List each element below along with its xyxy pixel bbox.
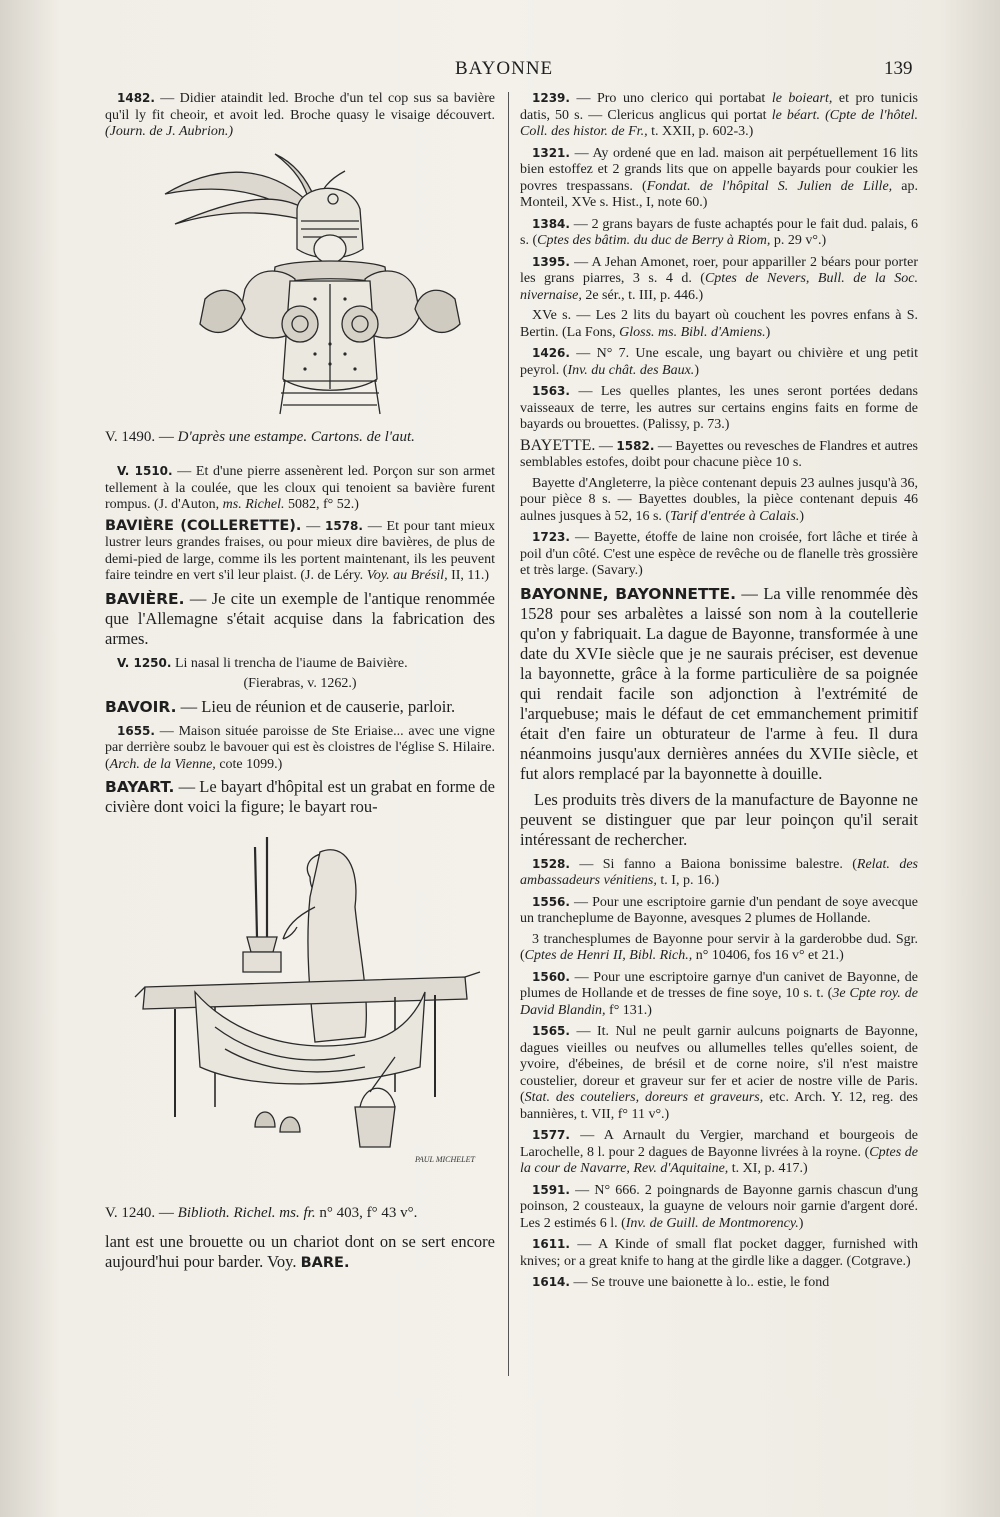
entry-date: 1578. xyxy=(325,518,363,533)
figure-caption-bayart xyxy=(105,1205,495,1222)
entry-text: — Les quelles plantes, les unes seront portées dedans vaisseaux de terre, les autres sur certains engins faits en forme de bayards ou brouettes. (Palissy, p. 73.) xyxy=(520,384,918,432)
entry-xv-siecle xyxy=(520,308,918,341)
entry-text-tail: ) xyxy=(799,508,805,524)
entry-date: 1482. xyxy=(117,91,155,105)
entry-date: 1556. xyxy=(532,894,570,909)
entry-date: 1611. xyxy=(532,1237,570,1251)
entry-1528 xyxy=(520,856,918,890)
entry-text: Bayette d'Angleterre, la pièce contenant depuis 23 aulnes jusqu'à 36, pour pièce 8 s. — Bayettes doubles, la pièce contenant depuis 46 aulnes jusques à 52, 16 s. ( xyxy=(520,475,918,524)
entry-bayonne-continued xyxy=(520,790,918,850)
entry-text: — A Jehan Amonet, roer, pour appariller 2 béars pour porter les grans piarres, 3 s. 4 d. ( xyxy=(520,254,918,286)
entry-date: 1426. xyxy=(532,346,570,360)
entry-text-tail: ap. Monteil, XVe s. Hist., I, note 60.) xyxy=(520,178,918,210)
entry-1723 xyxy=(520,529,918,580)
entry-baviere-collerette xyxy=(105,518,495,585)
headword: BAVOIR. xyxy=(105,697,177,716)
entry-date: V. 1250. xyxy=(117,655,172,670)
entry-text-tail: t. XXII, p. 602-3.) xyxy=(647,124,754,139)
entry-date: 1321. xyxy=(532,145,570,160)
entry-bayart xyxy=(105,777,495,817)
entry-text: — Et pour tant mieux lustrer leurs grandes fraises, ou pour mieux dire bavières, de plus de demi-pied de large, comme ils les portent maintenant, ils les peuvent faire teindre en vert s'il leur plaist. (J. de Léry. xyxy=(105,518,495,583)
entry-text: — Pro uno clerico qui portabat xyxy=(569,91,772,106)
entry-text: — Lieu de réunion et de causerie, parloir. xyxy=(176,696,456,716)
entry-source: Cptes de Nevers, Bull. de la Soc. nivernaise, xyxy=(520,271,918,303)
entry-1577 xyxy=(520,1127,918,1178)
entry-text: Li nasal li trencha de l'iaume de Baivière. xyxy=(171,655,408,671)
entry-bayette xyxy=(520,438,918,472)
entry-1560 xyxy=(520,969,918,1020)
entry-date: 1528. xyxy=(532,856,570,871)
entry-source: Voy. au Brésil, xyxy=(366,568,448,583)
entry-date: 1577. xyxy=(532,1128,570,1142)
running-title: BAYONNE xyxy=(455,58,554,79)
entry-source: Cptes de Henri II, Bibl. Rich., xyxy=(524,948,693,963)
entry-bavoir xyxy=(105,697,495,717)
entry-text: — Pour une escriptoire garnye d'un canivet de Bayonne, de plumes de Hollande et de tresses de fine soye, 10 s. t. ( xyxy=(520,969,918,1001)
entry-text: — 2 grans bayars de fuste achaptés pour le fait dud. palais, 6 s. ( xyxy=(520,216,918,248)
entry-date: XVe s. xyxy=(532,308,572,323)
entry-text-tail: p. 29 v°.) xyxy=(770,233,827,248)
entry-date: 1560. xyxy=(532,969,570,984)
caption-source: Biblioth. Richel. ms. fr. xyxy=(177,1205,316,1221)
caption-source: D'après une estampe. Cartons. de l'aut. xyxy=(177,428,415,445)
entry-1395 xyxy=(520,254,918,305)
entry-source: Stat. des couteliers, doreurs et graveurs, xyxy=(524,1090,764,1105)
entry-1510 xyxy=(105,463,495,514)
entry-bayette-continued xyxy=(520,476,918,526)
entry-1384 xyxy=(520,216,918,250)
entry-text: — Je cite un exemple de l'antique renommée que l'Allemagne s'était acquise dans la fabrication des armes. xyxy=(105,588,495,648)
entry-source: Arch. de la Vienne, xyxy=(109,756,216,772)
entry-source: Relat. des ambassadeurs vénitiens, xyxy=(520,856,918,888)
entry-text: Les produits très divers de la manufacture de Bayonne ne peuvent se distinguer que par leur poinçon qu'il serait intéressant de rechercher. xyxy=(520,789,918,849)
caption-date: V. 1490. — xyxy=(105,428,178,445)
entry-source: Tarif d'entrée à Calais. xyxy=(670,508,800,524)
entry-text: — N° 666. 2 poingnards de Bayonne garnis chascun d'ung poinson, 2 cousteaux, la guayne de velours noir garnie d'argent doré. Les 2 estimés 6 l. ( xyxy=(520,1182,918,1231)
figure-bayart xyxy=(105,827,495,1197)
entry-1250 xyxy=(105,655,495,673)
page-number: 139 xyxy=(884,58,913,79)
entry-text: 3 tranchesplumes de Bayonne pour servir à la garderobbe dud. Sgr. ( xyxy=(520,931,918,963)
entry-source: Gloss. ms. Bibl. d'Amiens. xyxy=(619,324,766,340)
entry-text: — Didier ataindit led. Broche d'un tel cop sus sa bavière qu'il ly fit cheoir, et avoit led. Broche quasy le visaige découvert. xyxy=(105,91,495,123)
entry-date: V. 1510. xyxy=(117,464,173,478)
entry-date: 1384. xyxy=(532,216,570,231)
entry-1239 xyxy=(520,90,918,141)
entry-source: Fondat. de l'hôpital S. Julien de Lille, xyxy=(646,178,893,194)
running-head xyxy=(0,58,1000,82)
entry-1563 xyxy=(520,383,918,434)
headword: BAYETTE. xyxy=(520,436,596,454)
entry-1482 xyxy=(105,90,495,141)
entry-source: Cptes de la cour de Navarre, Rev. d'Aquitaine, xyxy=(520,1144,918,1176)
entry-text: — Et d'une pierre assenèrent led. Porçon sur son armet tellement à la coulée, que les cloux qui tenoient sa bavière furent rompus. (J. d'Auton, xyxy=(105,464,495,512)
entry-text: — Le bayart d'hôpital est un grabat en forme de civière dont voici la figure; le bayart rou- xyxy=(105,777,495,816)
entry-text-tail: 5082, f° 52.) xyxy=(284,497,359,512)
entry-1321 xyxy=(520,145,918,212)
entry-date: 1563. xyxy=(532,384,570,398)
caption-tail: n° 403, f° 43 v°. xyxy=(315,1205,418,1221)
armor-illustration-icon xyxy=(105,149,495,419)
column-divider xyxy=(508,92,509,1376)
entry-citation: (Fierabras, v. 1262.) xyxy=(243,676,357,691)
entry-text-tail: ) xyxy=(694,362,699,378)
entry-text-2: et pro tunicis datis, 50 s. — Clericus anglicus qui portat xyxy=(520,91,918,123)
entry-text: — Bayettes ou revesches de Flandres et autres semblables estofes, doibt pour chacune pièce 10 s. xyxy=(520,438,918,470)
entry-1250-cite xyxy=(105,676,495,693)
entry-text: — Si fanno a Baiona bonissime balestre. ( xyxy=(569,856,857,872)
entry-date: 1655. xyxy=(117,723,155,738)
entry-text: — Ay ordené que en lad. maison ait perpétuellement 16 lits bien estoffez et 2 grands lits que on appelle bayards pour coukier les povres trespassans. ( xyxy=(520,145,918,194)
entry-source: 3e Cpte roy. de David Blandin, xyxy=(520,986,918,1018)
entry-bayonne xyxy=(520,584,918,784)
entry-text-tail: f° 131.) xyxy=(605,1002,652,1018)
entry-text: — Maison située paroisse de Ste Eriaise... avec une vigne par derrière soubz le bavouer qui est ès cloistres de l'église S. Hilaire. ( xyxy=(105,723,495,772)
entry-1556-continued xyxy=(520,932,918,965)
entry-text: lant est une brouette ou un chariot dont on se sert encore aujourd'hui pour barder. Voy. xyxy=(105,1231,495,1271)
entry-1591 xyxy=(520,1182,918,1233)
hospital-bed-illustration-icon xyxy=(105,827,495,1197)
entry-date: 1565. xyxy=(532,1024,570,1038)
headword: BAYONNE, BAYONNETTE. xyxy=(520,584,736,603)
entry-text-tail: ) xyxy=(765,324,771,340)
entry-text-tail: 2e sér., t. III, p. 446.) xyxy=(581,287,704,303)
figure-caption-armor xyxy=(105,429,495,446)
entry-source: (Journ. de J. Aubrion.) xyxy=(105,124,234,139)
headword: BAVIÈRE (COLLERETTE). xyxy=(105,517,302,534)
entry-italic-2: le béart. xyxy=(771,107,820,123)
entry-1556 xyxy=(520,894,918,928)
entry-text: — It. Nul ne peult garnir aulcuns poignarts de Bayonne, dagues vieilles ou neufves ou allumelles telles qu'elles soient, de yvoire, d'ébeines, de brésil et de corne noire, s'il n'est maistre coustelier, doreur et graveur sur fer et acier de nostre ville de Paris. ( xyxy=(520,1024,918,1105)
entry-1426 xyxy=(520,345,918,379)
entry-source: ms. Richel. xyxy=(222,497,285,512)
entry-date: 1614. xyxy=(532,1275,570,1289)
entry-text: — La ville renommée dès 1528 pour ses arbalètes a laissé son nom à la coutellerie qu'on y fabriquait. La dague de Bayonne, transformée à une date du XVIe siècle que je ne saurais préciser, est devenue la bayonnette, grâce à la forme particulière de sa poignée qui rendait facile son adjonction à l'extrémité de l'arquebuse; mais le défaut de cet emmanchement primitif était d'en faire un obturateur de l'arme à feu. Il dura néanmoins jusqu'aux dernières années du XVIIe siècle, et fut alors remplacé par la bayonnette à douille. xyxy=(520,583,918,783)
entry-text-tail: etc. Arch. Y. 12, reg. des bannières, t. VII, f° 11 v°.) xyxy=(520,1090,918,1122)
entry-text-tail: t. I, p. 16.) xyxy=(656,873,720,888)
entry-1565 xyxy=(520,1023,918,1123)
entry-text: — Les 2 lits du bayart où couchent les povres enfans à S. Bertin. (La Fons, xyxy=(520,308,918,340)
entry-italic: le boieart, xyxy=(771,91,833,106)
caption-date: V. 1240. — xyxy=(105,1205,178,1221)
entry-baviere xyxy=(105,589,495,649)
entry-text-tail: cote 1099.) xyxy=(215,756,283,772)
cross-reference: BARE. xyxy=(300,1254,350,1271)
headword: BAVIÈRE. xyxy=(105,589,185,608)
entry-text: — Bayette, étoffe de laine non croisée, fort lâche et tirée à poil d'un côté. C'est une espèce de revêche ou de flanelle très grossière et très large. (Savary.) xyxy=(520,530,918,578)
entry-text-tail: II, 11.) xyxy=(447,568,490,583)
entry-text: — A Kinde of small flat pocket dagger, furnished with knives; or a great knife to hang at the girdle like a dagger. (Cotgrave.) xyxy=(520,1237,918,1269)
entry-1611 xyxy=(520,1236,918,1270)
entry-date: 1723. xyxy=(532,530,570,544)
left-column xyxy=(105,90,495,1427)
entry-source: Inv. du chât. des Baux. xyxy=(567,362,695,378)
engraver-signature: PAUL MICHELET xyxy=(415,1155,475,1164)
entry-text-tail: ) xyxy=(798,1215,804,1231)
entry-source: Cptes des bâtim. du duc de Berry à Riom, xyxy=(537,233,771,248)
entry-text: — N° 7. Une escale, ung bayart ou chivière et ung petit peyrol. ( xyxy=(520,346,918,378)
entry-text-tail: t. XI, p. 417.) xyxy=(728,1161,808,1176)
figure-armor xyxy=(105,149,495,419)
entry-date: 1591. xyxy=(532,1182,570,1197)
entry-text: — A Arnault du Vergier, marchand et bourgeois de Larochelle, 8 l. pour 2 dagues de Bayonne livrées à la royne. ( xyxy=(520,1128,918,1160)
entry-date: 1395. xyxy=(532,254,570,269)
entry-source: Inv. de Guill. de Montmorency. xyxy=(625,1215,799,1231)
entry-date: 1582. xyxy=(616,438,655,453)
headword: BAYART. xyxy=(105,778,175,796)
entry-text: — Pour une escriptoire garnie d'un pendant de soye avecque un trancheplume de Bayonne, avesques 2 plumes de Hollande. xyxy=(520,894,918,926)
entry-source: (Cpte de l'hôtel. Coll. des histor. de Fr., xyxy=(520,107,918,139)
entry-text-tail: n° 10406, fos 16 v° et 21.) xyxy=(692,948,844,963)
entry-1614 xyxy=(520,1274,918,1292)
entry-text: — Se trouve une baionette à lo.. estie, le fond xyxy=(569,1275,830,1290)
entry-1655 xyxy=(105,723,495,774)
entry-date: 1239. xyxy=(532,91,570,105)
headword-sep: — xyxy=(595,438,617,454)
headword-sep: — xyxy=(301,518,325,534)
right-column xyxy=(520,90,918,1427)
entry-bayart-continued xyxy=(105,1232,495,1273)
